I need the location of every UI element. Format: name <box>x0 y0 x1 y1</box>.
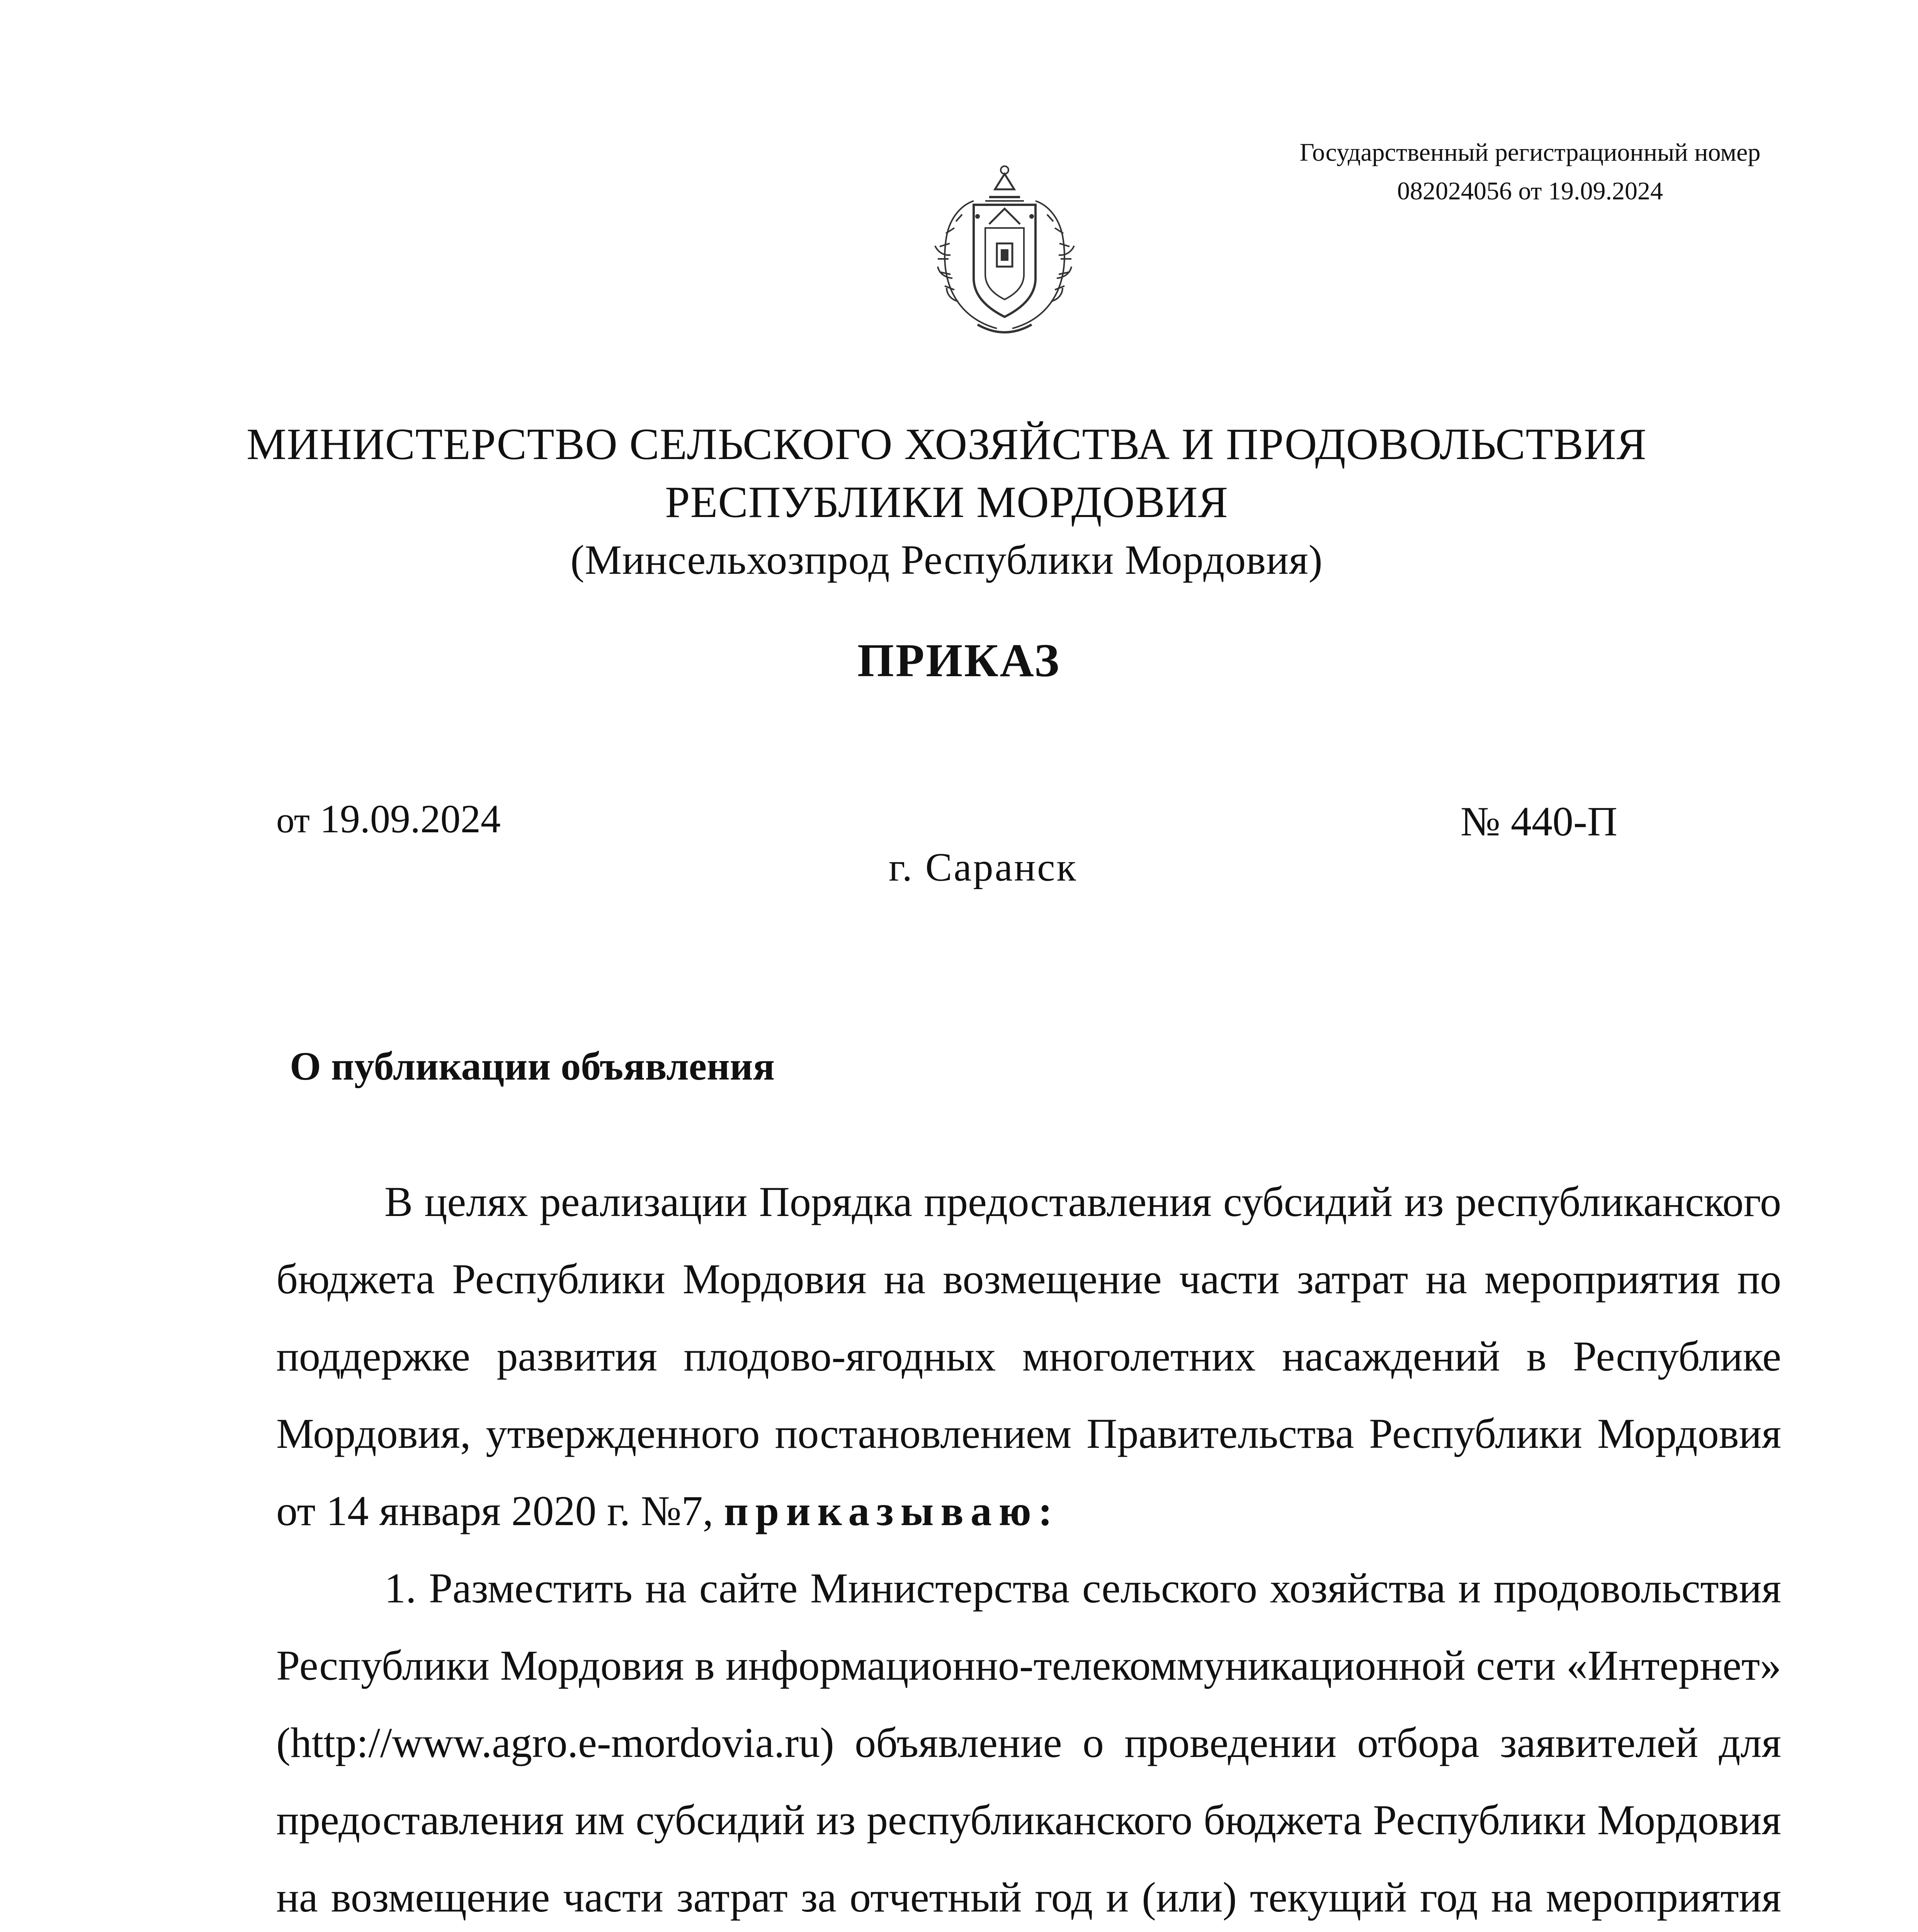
city-name: г. Саранск <box>889 845 1078 889</box>
registration-number: 082024056 от 19.09.2024 <box>1397 177 1663 205</box>
registration-stamp <box>1217 133 1843 211</box>
order-body <box>276 1163 1781 1932</box>
registration-label: Государственный регистрационный номер <box>1299 138 1761 167</box>
ministry-short-name: (Минсельхозпрод Республики Мордовия) <box>570 537 1323 583</box>
order-subject: О публикации объявления <box>290 1044 775 1088</box>
preamble-text: В целях реализации Порядка предоставления субсидий из республиканского бюджета Республики Мордовия на возмещение части затрат на мероприятия по поддержке развития плодово-ягодных многолетних насаждений в Республике Мордовия, утвержденного постановлением Правительства Республики Мордовия от 14 января 2020 г. №7, <box>276 1178 1781 1534</box>
ministry-name-line1: МИНИСТЕРСТВО СЕЛЬСКОГО ХОЗЯЙСТВА И ПРОДОВОЛЬСТВИЯ <box>247 420 1647 469</box>
date-value: 19.09.2024 <box>320 797 501 841</box>
document-type-title: ПРИКАЗ <box>857 634 1061 687</box>
preamble-paragraph <box>276 1163 1781 1549</box>
coat-of-arms-icon <box>931 162 1078 340</box>
order-item-1: 1. Разместить на сайте Министерства сельского хозяйства и продовольствия Республики Мордовия в информационно-телекоммуникационной сети «Интернет» (http://www.agro.e-mordovia.ru) объявление о проведении отбора заявителей для предоставления им субсидий из республиканского бюджета Республики Мордовия на возмещение части затрат за отчетный год и (или) текущий год на мероприятия <box>276 1565 1781 1921</box>
date-prefix: от <box>276 800 310 840</box>
order-word: приказываю: <box>724 1487 1059 1534</box>
order-date <box>276 796 501 842</box>
order-number: № 440-П <box>1461 799 1618 845</box>
ministry-name-line2: РЕСПУБЛИКИ МОРДОВИЯ <box>665 478 1229 527</box>
